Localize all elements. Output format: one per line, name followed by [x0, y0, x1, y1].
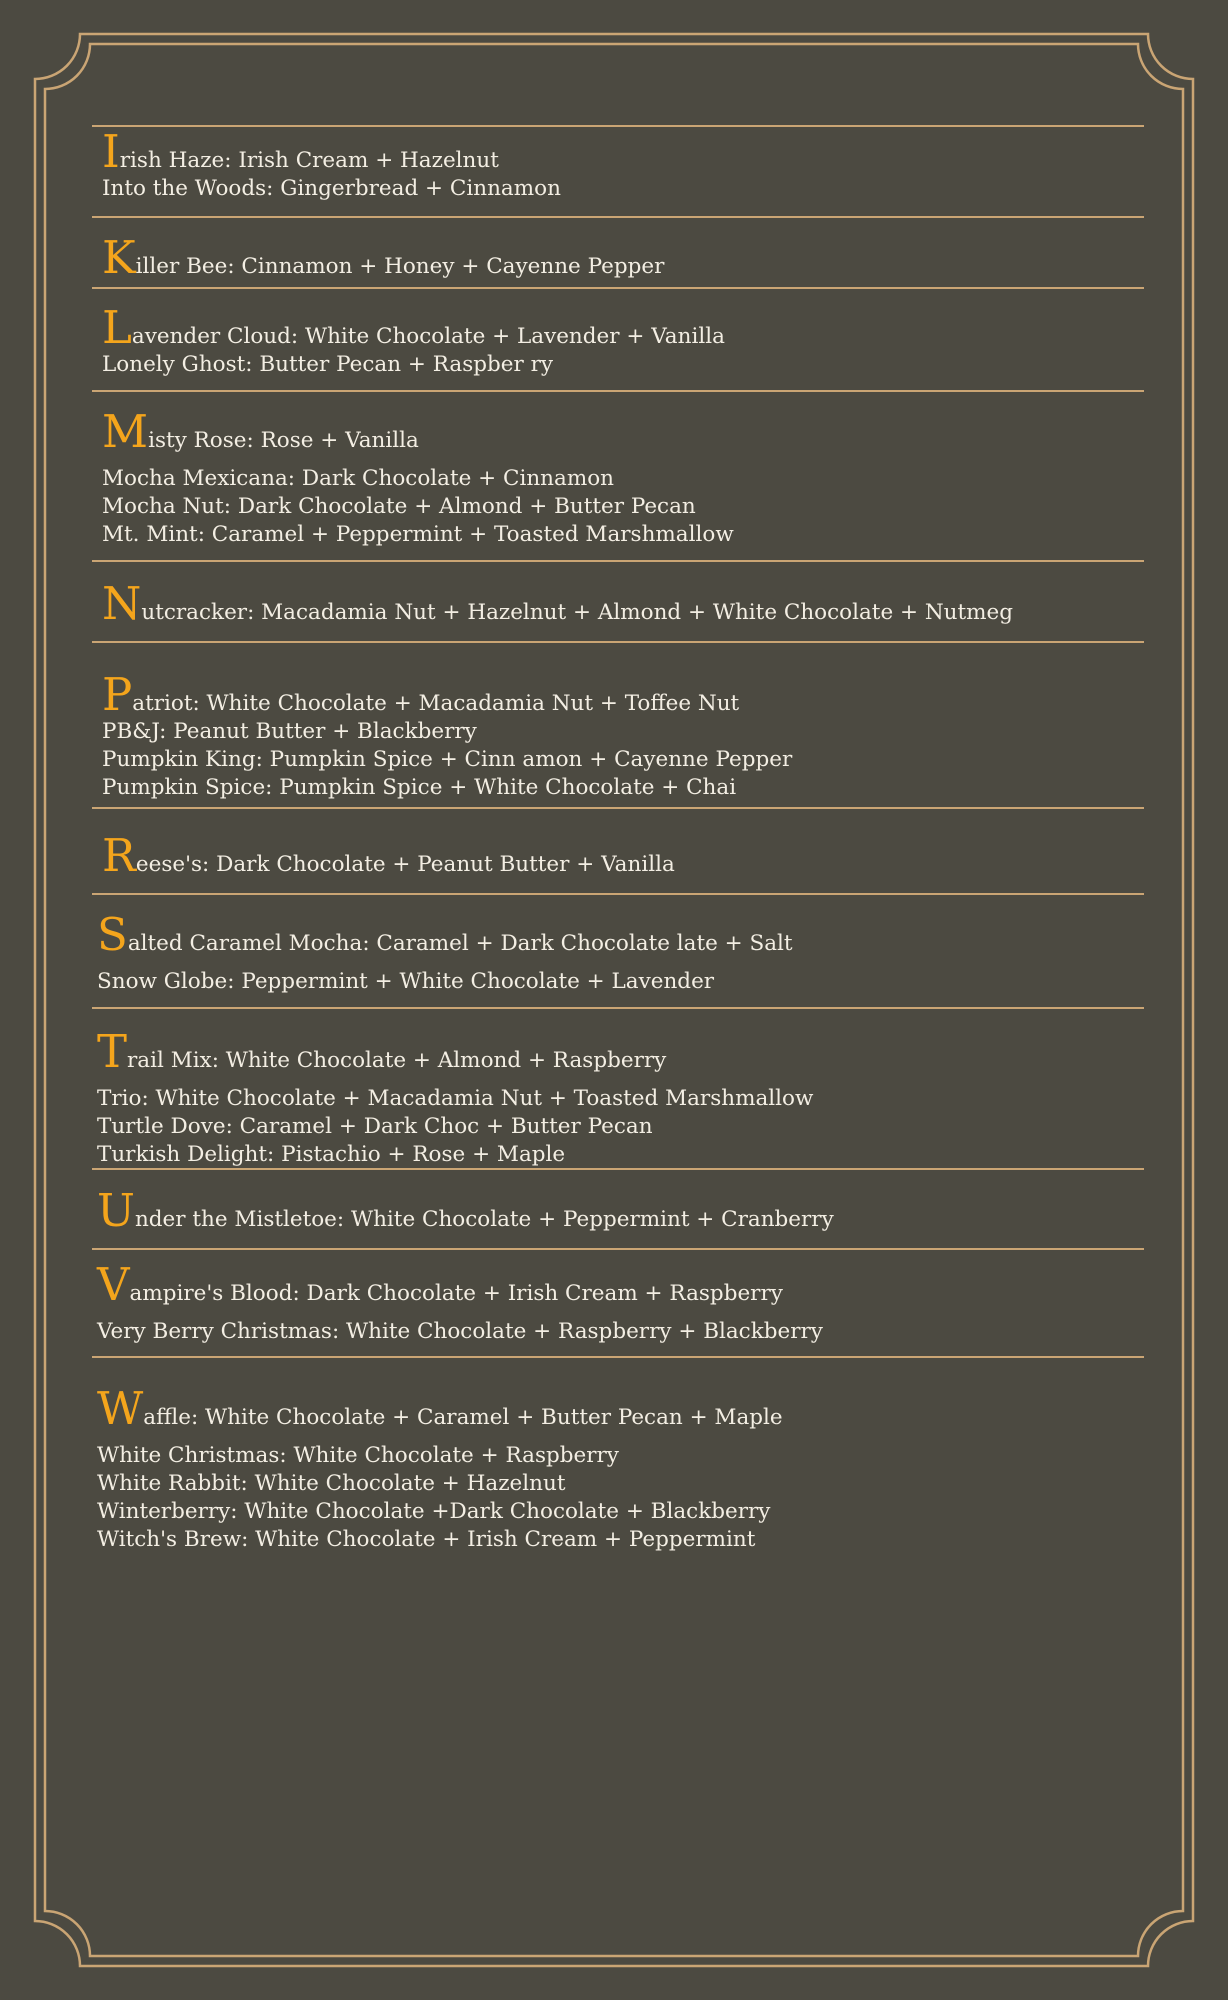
list-item: Lavender Cloud: White Chocolate + Lavender + Vanilla [102, 301, 725, 354]
list-item: Killer Bee: Cinnamon + Honey + Cayenne Pepper [102, 231, 665, 284]
drop-cap: L [102, 301, 132, 354]
divider [92, 125, 1144, 127]
list-item: Mt. Mint: Caramel + Peppermint + Toasted Marshmallow [102, 522, 734, 547]
section-w [87, 1382, 1139, 1554]
list-item: Nutcracker: Macadamia Nut + Hazelnut + Almond + White Chocolate + Nutmeg [102, 577, 1014, 630]
drop-cap: W [97, 1382, 144, 1435]
list-item: PB&J: Peanut Butter + Blackberry [102, 719, 477, 744]
list-item: Pumpkin Spice: Pumpkin Spice + White Chocolate + Chai [102, 775, 737, 800]
section-p [92, 668, 1144, 802]
divider [92, 893, 1144, 895]
drop-cap: K [102, 231, 136, 284]
list-item: Patriot: White Chocolate + Macadamia Nut + Toffee Nut [102, 668, 740, 721]
drop-cap: T [97, 1025, 128, 1078]
section-l [92, 301, 1144, 379]
section-k [92, 231, 1144, 284]
list-item: Irish Haze: Irish Cream + Hazelnut [102, 125, 499, 178]
section-n [92, 577, 1144, 630]
list-item: Turtle Dove: Caramel + Dark Choc + Butter Pecan [97, 1114, 653, 1139]
list-item: Into the Woods: Gingerbread + Cinnamon [102, 176, 561, 201]
list-item: Vampire's Blood: Dark Chocolate + Irish Cream + Raspberry [97, 1258, 783, 1311]
drop-cap: S [97, 908, 128, 961]
list-item: Pumpkin King: Pumpkin Spice + Cinn amon + Cayenne Pepper [102, 747, 793, 772]
drop-cap: R [102, 829, 136, 882]
divider [92, 390, 1144, 392]
list-item: Turkish Delight: Pistachio + Rose + Maple [97, 1142, 566, 1167]
list-item: White Rabbit: White Chocolate + Hazelnut [97, 1471, 566, 1496]
divider [92, 807, 1144, 809]
list-item: Winterberry: White Chocolate +Dark Chocolate + Blackberry [97, 1499, 771, 1524]
divider [92, 641, 1144, 643]
list-item: Lonely Ghost: Butter Pecan + Raspber ry [102, 352, 554, 377]
list-item: Trio: White Chocolate + Macadamia Nut + Toasted Marshmallow [97, 1086, 814, 1111]
divider [92, 287, 1144, 289]
list-item: Under the Mistletoe: White Chocolate + Peppermint + Cranberry [97, 1184, 834, 1237]
section-s [87, 908, 1139, 996]
drop-cap: P [102, 668, 133, 721]
section-u [87, 1184, 1139, 1237]
section-r [92, 829, 1144, 882]
list-item: Reese's: Dark Chocolate + Peanut Butter + Vanilla [102, 829, 675, 882]
section-t [87, 1025, 1139, 1169]
drop-cap: M [102, 405, 149, 458]
section-v [87, 1258, 1139, 1346]
list-item: Very Berry Christmas: White Chocolate + Raspberry + Blackberry [97, 1319, 823, 1344]
drop-cap: N [102, 577, 142, 630]
divider [92, 1248, 1144, 1250]
list-item: White Christmas: White Chocolate + Raspberry [97, 1443, 619, 1468]
list-item: Waffle: White Chocolate + Caramel + Butter Pecan + Maple [97, 1382, 783, 1435]
section-m [92, 405, 1144, 549]
list-item: Misty Rose: Rose + Vanilla [102, 405, 419, 458]
list-item: Snow Globe: Peppermint + White Chocolate + Lavender [97, 969, 715, 994]
list-item: Salted Caramel Mocha: Caramel + Dark Chocolate late + Salt [97, 908, 793, 961]
drop-cap: U [97, 1184, 135, 1237]
drop-cap: I [102, 125, 120, 178]
list-item: Witch's Brew: White Chocolate + Irish Cream + Peppermint [97, 1527, 756, 1552]
list-item: Mocha Mexicana: Dark Chocolate + Cinnamon [102, 466, 615, 491]
list-item: Mocha Nut: Dark Chocolate + Almond + Butter Pecan [102, 494, 696, 519]
divider [92, 1356, 1144, 1358]
divider [92, 216, 1144, 218]
divider [92, 1007, 1144, 1009]
divider [92, 560, 1144, 562]
drop-cap: V [97, 1258, 130, 1311]
section-i [92, 125, 1144, 203]
list-item: Trail Mix: White Chocolate + Almond + Raspberry [97, 1025, 667, 1078]
